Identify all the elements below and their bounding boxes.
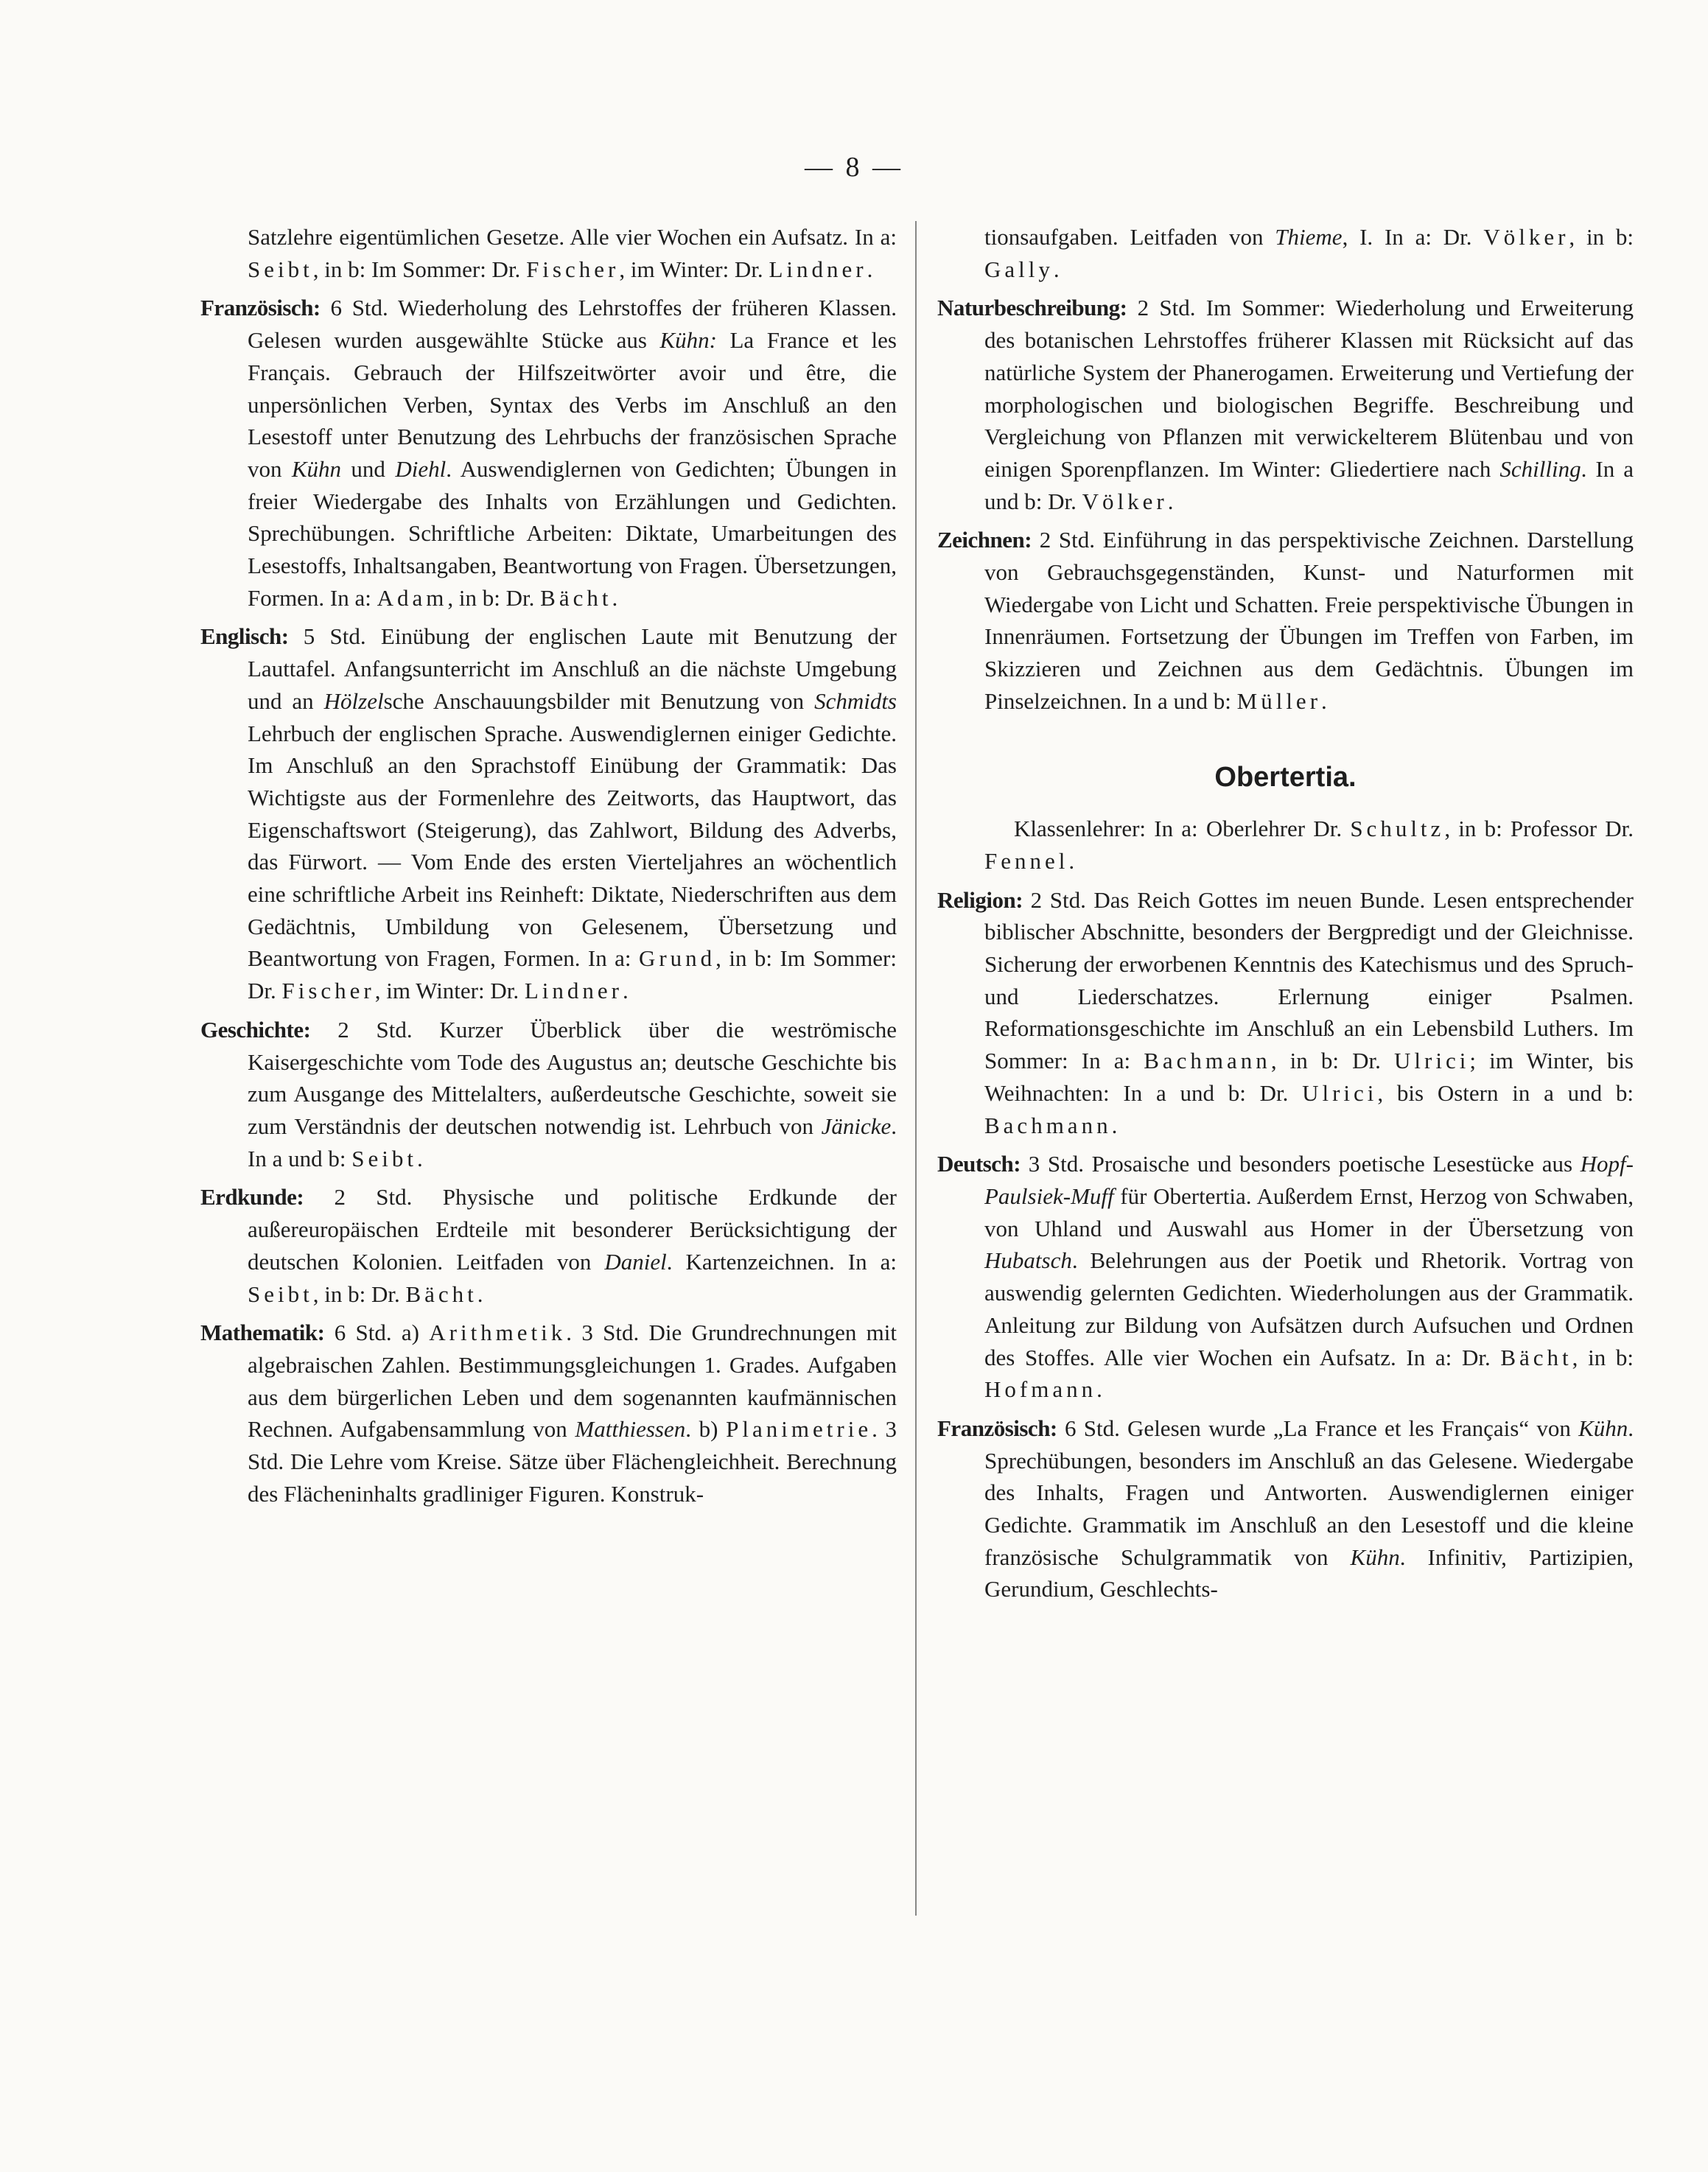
text: . Infinitiv, Partizipien, Gerundium, Geschlechts- <box>984 1544 1634 1602</box>
teacher-name: Adam <box>377 584 448 611</box>
subject-heading: Deutsch: <box>937 1151 1021 1177</box>
subject-heading: Geschichte: <box>200 1016 311 1043</box>
teacher-name: Gally <box>984 256 1054 282</box>
teacher-name: Ulrici <box>1302 1079 1378 1106</box>
teacher-name: Grund <box>638 945 716 972</box>
subject-heading: Mathematik: <box>200 1320 325 1346</box>
text: 3 Std. Prosaische und besonders poetische Lesestücke aus <box>1021 1151 1581 1177</box>
text: . In a und b: Dr. <box>984 455 1634 514</box>
text: , in b: Dr. <box>447 584 541 611</box>
subject-heading: Französisch: <box>200 295 321 321</box>
text: 2 Std. Das Reich Gottes im neuen Bunde. Lesen entsprechender biblischer Abschnitte, besonders der Bergpredigt und der Gleichnisse. Sicherung der erworbenen Kenntnis des Katechismus und des Spruch- und Liederschatzes. Erlernung einiger Psalmen. Reformationsgeschichte im Anschluß an ein Lebensbild Luthers. Im Sommer: In a: <box>984 886 1634 1074</box>
paragraph <box>937 884 1634 1142</box>
text: , in b: Professor Dr. <box>1444 816 1634 842</box>
text: , in b: Dr. <box>1270 1048 1395 1074</box>
teacher-name: Bachmann <box>984 1112 1112 1138</box>
author-name: Hubatsch <box>984 1247 1072 1274</box>
paragraph <box>937 1412 1634 1605</box>
paragraph <box>937 221 1634 285</box>
text: , in b: Dr. <box>312 1281 406 1307</box>
teacher-name: Arithmetik <box>429 1320 567 1346</box>
text: 2 Std. Einführung in das perspektivische Zeichnen. Darstellung von Gebrauchsgegenständen, Kunst- und Naturformen mit Wiedergabe von Licht und Schatten. Freie perspektivische Übungen in Innenräumen. Fortsetzung der Übungen im Treffen von Farben, im Skizzieren und Zeichnen aus dem Gedächtnis. Übungen im Pinselzeichnen. In a und b: <box>984 527 1634 714</box>
subject-heading: Zeichnen: <box>937 527 1032 553</box>
teacher-name: Planimetrie <box>726 1416 872 1443</box>
text: . Sprechübungen, besonders im Anschluß an das Gelesene. Wiedergabe des Inhalts, Fragen und Antworten. Auswendiglernen einiger Gedichte. Grammatik im Anschluß an den Lesestoff und die kleine französische Schulgrammatik von <box>984 1415 1634 1570</box>
text: für Obertertia. Außerdem Ernst, Herzog von Schwaben, von Uhland und Auswahl aus Homer in der Übersetzung von <box>984 1183 1634 1241</box>
teacher-name: Lindner <box>769 256 867 282</box>
teacher-name: Hofmann <box>984 1376 1097 1403</box>
section-heading <box>937 762 1634 794</box>
teacher-name: Völker <box>1082 488 1168 514</box>
author-name: Matthiessen <box>575 1416 686 1443</box>
text: , in b: <box>1569 224 1634 250</box>
text: 6 Std. Wiederholung des Lehrstoffes der früheren Klassen. Gelesen wurden ausgewählte Stücke aus <box>248 295 897 354</box>
teacher-name: Müller <box>1236 687 1322 714</box>
paragraph <box>937 813 1634 877</box>
text: und <box>341 455 396 482</box>
text: . <box>1096 1376 1102 1403</box>
subject-heading: Naturbeschreibung: <box>937 295 1127 321</box>
text: . 3 Std. Die Lehre vom Kreise. Sätze über Flächengleichheit. Berechnung des Flächeninhalts gradliniger Figuren. Konstruk- <box>248 1416 897 1507</box>
paragraph <box>200 1317 897 1510</box>
author-name: Kühn <box>1578 1415 1628 1441</box>
author-name: Diehl <box>395 455 447 482</box>
teacher-name: Seibt <box>248 1281 313 1307</box>
text: 5 Std. Einübung der englischen Laute mit Benutzung der Lauttafel. Anfangsunterricht im Anschluß an die nächste Umgebung und an <box>248 623 897 714</box>
text: Obertertia. <box>1214 761 1357 793</box>
subject-heading: Erdkunde: <box>200 1184 304 1211</box>
teacher-name: Fischer <box>281 978 375 1004</box>
text: . Belehrungen aus der Poetik und Rhetorik. Vortrag von auswendig gelernten Gedichten. Wiederholungen aus der Grammatik. Anleitung zur Bildung von Aufsätzen durch Aufsuchen und Ordnen des Stoffes. Alle vier Wochen ein Aufsatz. In a: Dr. <box>984 1247 1634 1370</box>
text: . <box>1167 488 1174 514</box>
paragraph <box>200 221 897 285</box>
teacher-name: Seibt <box>248 256 313 282</box>
text: 6 Std. a) <box>324 1320 430 1346</box>
text: 2 Std. Im Sommer: Wiederholung und Erweiterung des botanischen Lehrstoffes früherer Klassen mit Rücksicht auf das natürliche System der Phanerogamen. Erweiterung und Vertiefung der morphologischen und biologischen Begriffe. Beschreibung und Vergleichung von Pflanzen mit verwickelterem Blütenbau und von einigen Sporenpflanzen. Im Winter: Gliedertiere nach <box>984 295 1634 482</box>
column-divider <box>915 221 917 1916</box>
text: . <box>1053 256 1060 282</box>
teacher-name: Schultz <box>1350 816 1445 842</box>
author-name: Daniel <box>604 1248 667 1275</box>
text: , I. In a: Dr. <box>1342 224 1484 250</box>
text: . <box>867 256 873 282</box>
text: , im Winter: Dr. <box>619 256 769 282</box>
paragraph <box>200 1014 897 1175</box>
author-name: Kühn: <box>659 327 717 354</box>
text: 2 Std. Kurzer Überblick über die weströmische Kaisergeschichte vom Tode des Augustus an; deutsche Geschichte bis zum Ausgange des Mittelalters, außerdeutsche Geschichte, soweit sie zum Verständnis der deutschen notwendig ist. Lehrbuch von <box>248 1016 897 1139</box>
text: . <box>612 584 618 611</box>
text: 6 Std. Gelesen wurde „La France et les Français“ von <box>1057 1415 1579 1441</box>
text: 2 Std. Physische und politische Erdkunde der außereuropäischen Erdteile mit besonderer Berücksichtigung der deutschen Kolonien. Leitfaden von <box>248 1184 897 1275</box>
text: Klassenlehrer: In a: Oberlehrer Dr. <box>1014 816 1351 842</box>
page-number: — 8 — <box>805 152 903 183</box>
teacher-name: Ulrici <box>1394 1048 1470 1074</box>
text: . Auswendiglernen von Gedichten; Übungen in freier Wiedergabe des Inhalts von Erzählungen und Gedichten. Sprechübungen. Schriftliche Arbeiten: Diktate, Umarbeitungen des Lesestoffs, Inhaltsangaben, Beantwortung von Fragen. Übersetzungen, Formen. In a: <box>248 455 897 611</box>
text: . <box>416 1145 423 1171</box>
text: Lehrbuch der englischen Sprache. Auswendiglernen einiger Gedichte. Im Anschluß an den Sprachstoff Einübung der Grammatik: Das Wichtigste aus der Formenlehre des Zeitworts, das Hauptwort, das Eigenschaftswort (Steigerung), das Zahlwort, Bildung des Adverbs, das Fürwort. — Vom Ende des ersten Vierteljahres an wöchentlich eine schriftliche Arbeit ins Reinheft: Diktate, Niederschriften aus dem Gedächtnis, Umbildung von Gelesenem, Übersetzung und Beantwortung von Fragen, Formen. In a: <box>248 720 897 972</box>
text: . <box>1068 847 1075 874</box>
teacher-name: Seibt <box>351 1145 417 1171</box>
paragraph <box>200 1181 897 1310</box>
author-name: Hölzel <box>323 687 384 714</box>
author-name: Thieme <box>1275 224 1343 250</box>
author-name: Schmidts <box>814 687 897 714</box>
text: , in b: Im Sommer: Dr. <box>248 945 897 1004</box>
author-name: Kühn <box>291 455 342 482</box>
teacher-name: Bächt <box>540 584 612 611</box>
teacher-name: Bächt <box>405 1281 477 1307</box>
author-name: Jänicke <box>821 1113 892 1139</box>
text: . <box>1111 1112 1118 1138</box>
subject-heading: Französisch: <box>937 1415 1057 1441</box>
left-column <box>200 221 897 1516</box>
paragraph <box>200 292 897 614</box>
text: La France et les Français. Gebrauch der Hilfszeitwörter avoir und être, die unpersönlichen Verben, Syntax des Verbs im Anschluß an den Lesestoff unter Benutzung des Lehrbuchs der französischen Sprache von <box>248 327 897 482</box>
teacher-name: Fischer <box>526 256 620 282</box>
text: Satzlehre eigentümlichen Gesetze. Alle vier Wochen ein Aufsatz. In a: <box>248 224 897 250</box>
text: ; im Winter, bis Weihnachten: In a und b: Dr. <box>984 1048 1634 1106</box>
teacher-name: Lindner <box>524 978 623 1004</box>
teacher-name: Bachmann <box>1144 1048 1271 1074</box>
text: , bis Ostern in a und b: <box>1377 1079 1634 1106</box>
paragraph <box>937 292 1634 517</box>
text: . b) <box>685 1416 727 1443</box>
author-name: Schilling <box>1499 455 1581 482</box>
paragraph <box>937 524 1634 717</box>
text: , in b: Im Sommer: Dr. <box>312 256 527 282</box>
subject-heading: Religion: <box>937 886 1023 913</box>
text: . <box>477 1281 483 1307</box>
text: , im Winter: Dr. <box>374 978 525 1004</box>
teacher-name: Fennel <box>984 847 1069 874</box>
paragraph <box>937 1148 1634 1406</box>
right-column <box>937 221 1634 1612</box>
text: . <box>623 978 629 1004</box>
author-name: Kühn <box>1350 1544 1400 1570</box>
text: . <box>1321 687 1327 714</box>
teacher-name: Völker <box>1483 224 1569 250</box>
paragraph <box>200 620 897 1006</box>
author-name: Hopf-Paulsiek-Muff <box>984 1151 1634 1209</box>
text: . 3 Std. Die Grundrechnungen mit algebraischen Zahlen. Bestimmungsgleichungen 1. Grades. Aufgaben aus dem bürgerlichen Leben und dem sogenannten kaufmännischen Rechnen. Aufgabensammlung von <box>248 1320 897 1443</box>
text: . In a und b: <box>248 1113 897 1171</box>
text: . Kartenzeichnen. In a: <box>666 1248 897 1275</box>
text: tionsaufgaben. Leitfaden von <box>984 224 1275 250</box>
teacher-name: Bächt <box>1500 1344 1572 1370</box>
text: , in b: <box>1572 1344 1634 1370</box>
subject-heading: Englisch: <box>200 623 289 650</box>
text: sche Anschauungsbilder mit Benutzung von <box>383 687 815 714</box>
